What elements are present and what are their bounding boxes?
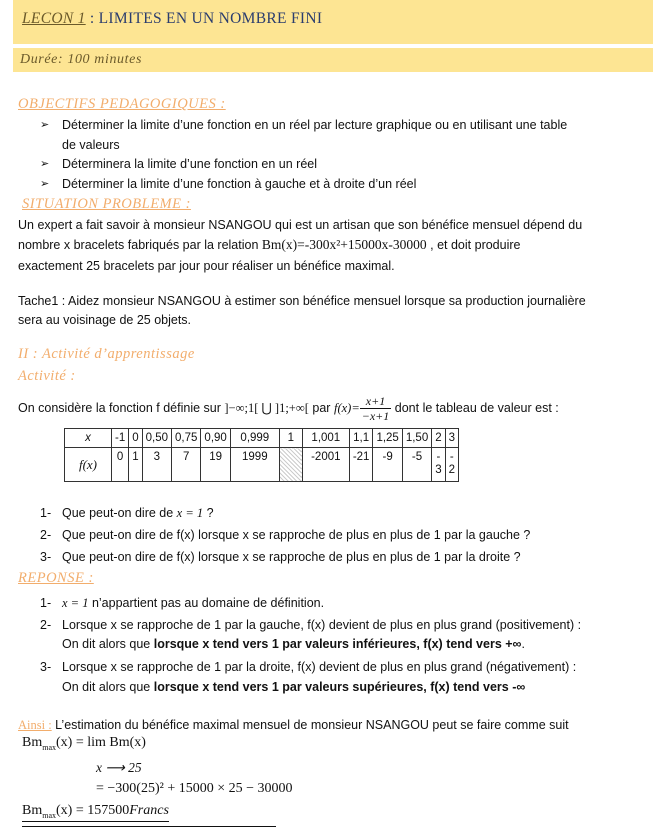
situation-title: SITUATION PROBLEME : xyxy=(22,196,191,212)
fraction: $\frac{x+1}{-x+1}$ xyxy=(361,394,390,423)
table-cell: 1,50 xyxy=(402,429,431,448)
table-cell: 0,50 xyxy=(142,429,171,448)
situation-line: nombre x bracelets fabriqués par la relation Bm(x)=-300x²+15000x-30000 , et doit produire xyxy=(18,237,521,252)
answer: 2- Lorsque x se rapproche de 1 par la gauche, f(x) devient de plus en plus grand (positivement) : xyxy=(40,618,582,632)
table-cell: 0 xyxy=(129,429,142,448)
reponse-title: REPONSE : xyxy=(18,570,94,586)
table-cell: 2 xyxy=(432,429,445,448)
answer-conclusion: On dit alors que lorsque x tend vers 1 par valeurs inférieures, f(x) tend vers +∞. xyxy=(62,637,525,651)
arrow-icon: ➢ xyxy=(40,178,50,190)
table-cell: 3 xyxy=(142,448,171,482)
answer-conclusion: On dit alors que lorsque x tend vers 1 par valeurs supérieures, f(x) tend vers -∞ xyxy=(62,680,526,694)
table-cell: 19 xyxy=(201,448,230,482)
table-cell: 1 xyxy=(129,448,142,482)
task-line: Tache1 : Aidez monsieur NSANGOU à estimer son bénéfice mensuel lorsque sa production journalière xyxy=(18,294,586,308)
conclusion-text: Ainsi : L’estimation du bénéfice maximal mensuel de monsieur NSANGOU peut se faire comme suit xyxy=(18,718,569,732)
equation-line: $Bm_{max}(x) = \lim Bm(x)$ xyxy=(22,735,146,752)
table-cell: x xyxy=(65,429,112,448)
table-cell: f(x) xyxy=(65,448,112,482)
value-table xyxy=(64,428,459,482)
table-cell: -1 xyxy=(112,429,129,448)
activite-heading: II : Activité d’apprentissage xyxy=(18,346,195,362)
table-row xyxy=(65,448,459,482)
table-cell: - 3 xyxy=(432,448,445,482)
table-cell: -9 xyxy=(373,448,402,482)
table-cell: -2001 xyxy=(302,448,349,482)
table-cell: 1,001 xyxy=(302,429,349,448)
profit-formula: Bm(x)=-300x²+15000x-30000 xyxy=(261,237,427,252)
table-cell: 0 xyxy=(112,448,129,482)
table-cell: 1,25 xyxy=(373,429,402,448)
answer: 1- x = 1 n’appartient pas au domaine de définition. xyxy=(40,596,325,610)
table-cell: - 2 xyxy=(445,448,458,482)
answer: 3- Lorsque x se rapproche de 1 par la droite, f(x) devient de plus en plus grand (négativement) : xyxy=(40,660,577,674)
arrow-icon: ➢ xyxy=(40,158,50,170)
objectifs-title: OBJECTIFS PEDAGOGIQUES : xyxy=(18,96,226,112)
table-cell: -5 xyxy=(402,448,431,482)
table-cell: 3 xyxy=(445,429,458,448)
limit-subscript: x ⟶ 25 xyxy=(96,760,142,775)
result-line: $Bm_{max}(x)$ = 157500Francs xyxy=(22,803,169,820)
arrow-icon: ➢ xyxy=(40,119,50,131)
task-line: sera au voisinage de 25 objets. xyxy=(18,313,192,327)
question: 1- Que peut-on dire de x = 1 ? xyxy=(40,506,214,520)
table-cell: 0,90 xyxy=(201,429,230,448)
situation-line: exactement 25 bracelets par jour pour réaliser un bénéfice maximal. xyxy=(18,259,395,273)
question: 2- Que peut-on dire de f(x) lorsque x se rapproche de plus en plus de 1 par la gauche ? xyxy=(40,528,531,542)
table-cell: -21 xyxy=(349,448,373,482)
duration: Durée: 100 minutes xyxy=(20,52,143,67)
table-cell: 1999 xyxy=(230,448,279,482)
table-cell: 0,75 xyxy=(172,429,201,448)
lesson-title: LECON 1 : LIMITES EN UN NOMBRE FINI xyxy=(22,10,323,27)
table-cell: 7 xyxy=(172,448,201,482)
situation-line: Un expert a fait savoir à monsieur NSANGOU qui est un artisan que son bénéfice mensuel dépend du xyxy=(18,218,583,232)
double-underline xyxy=(22,826,276,827)
table-cell-hatched xyxy=(279,448,302,482)
question: 3- Que peut-on dire de f(x) lorsque x se rapproche de plus en plus de 1 par la droite ? xyxy=(40,550,521,564)
equation-line: = −300(25)² + 15000 × 25 − 30000 xyxy=(96,781,293,796)
activite-subheading: Activité : xyxy=(18,368,76,384)
table-row xyxy=(65,429,459,448)
activite-intro: On considère la fonction f définie sur ]−∞;1[ ⋃ ]1;+∞[ par f(x)= $\frac{x+1}{-x+1}$ dont le tableau de valeur est : xyxy=(18,394,559,423)
table-cell: 1 xyxy=(279,429,302,448)
table-cell: 0,999 xyxy=(230,429,279,448)
table-cell: 1,1 xyxy=(349,429,373,448)
